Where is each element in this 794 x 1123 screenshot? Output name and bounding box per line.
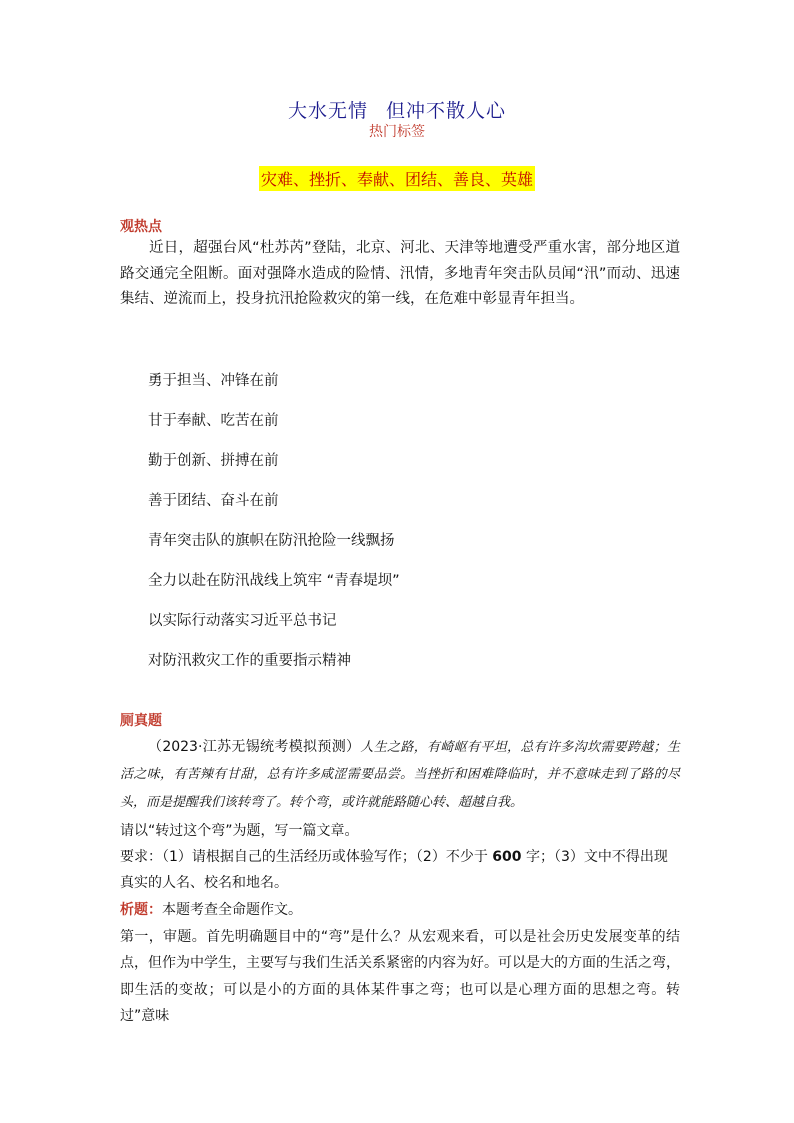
analysis-label: 析题： [120,902,162,918]
list-item: 善于团结、奋斗在前 [148,493,279,509]
list-item: 青年突击队的旗帜在防汛抢险一线飘扬 [148,533,395,549]
page-title [0,96,794,123]
opinion-paragraph: 近日，超强台风“杜苏芮”登陆，北京、河北、天津等地遭受严重水害，部分地区道路交通完全阻断。面对强降水造成的险情、汛情，多地青年突击队员闻“汛”而动、迅速集结、逆流而上，投身抗汛抢险救灾的第一线，在危难中彰显青年担当。 [120,240,680,307]
analysis-text: 本题考查全命题作文。 [162,902,302,918]
highlighted-tags: 灾难、挫折、奉献、团结、善良、英雄 [259,166,535,191]
list-item: 对防汛救灾工作的重要指示精神 [148,653,351,669]
list-item: 勤于创新、拼搏在前 [148,453,279,469]
exam-source: （2023·江苏无锡统考模拟预测） [148,739,361,755]
section-heading-opinion: 观热点 [120,219,162,235]
hot-tags-label: 热门标签 [369,124,425,140]
tags-container [0,166,794,191]
exam-task: 请以“转过这个弯”为题，写一篇文章。 [120,823,359,839]
list-item: 全力以赴在防汛战线上筑牢 “青春堤坝” [148,573,400,589]
requirements-suffix: 字；（3）文中不得出现 [521,849,668,865]
title-part-1: 大水无情 [287,100,368,122]
list-item: 甘于奉献、吃苦在前 [148,413,279,429]
requirements-word-count: 600 [492,849,522,865]
analysis-paragraph: 第一，审题。首先明确题目中的“弯”是什么？从宏观来看，可以是社会历史发展变革的结点，但作为中学生，主要写与我们生活关系紧密的内容为好。可以是大的方面的生活之弯，即生活的变故；可以是小的方面的具体某件事之弯；也可以是心理方面的思想之弯。转过”意味 [120,929,680,1024]
exam-requirements [120,846,668,866]
analysis-line [120,899,302,919]
list-item: 勇于担当、冲锋在前 [148,373,279,389]
list-item: 以实际行动落实习近平总书记 [148,613,337,629]
exam-requirements-line2: 真实的人名、校名和地名。 [120,875,288,891]
section-heading-exam: 厕真题 [120,713,162,729]
exam-prompt-text: 人生之路，有崎岖有平坦，总有许多沟坎需要跨越；生活之味，有苦辣有甘甜，总有许多咸涩需要品尝。当挫折和困难降临时，并不意味走到了路的尽头，而是提醒我们该转弯了。转个弯，或许就能路随心转、超越自我。 [120,740,680,810]
title-part-2: 但冲不散人心 [386,100,507,122]
exam-prompt-paragraph [120,734,680,816]
requirements-prefix: 要求：（1）请根据自己的生活经历或体验写作；（2）不少于 [120,849,493,865]
